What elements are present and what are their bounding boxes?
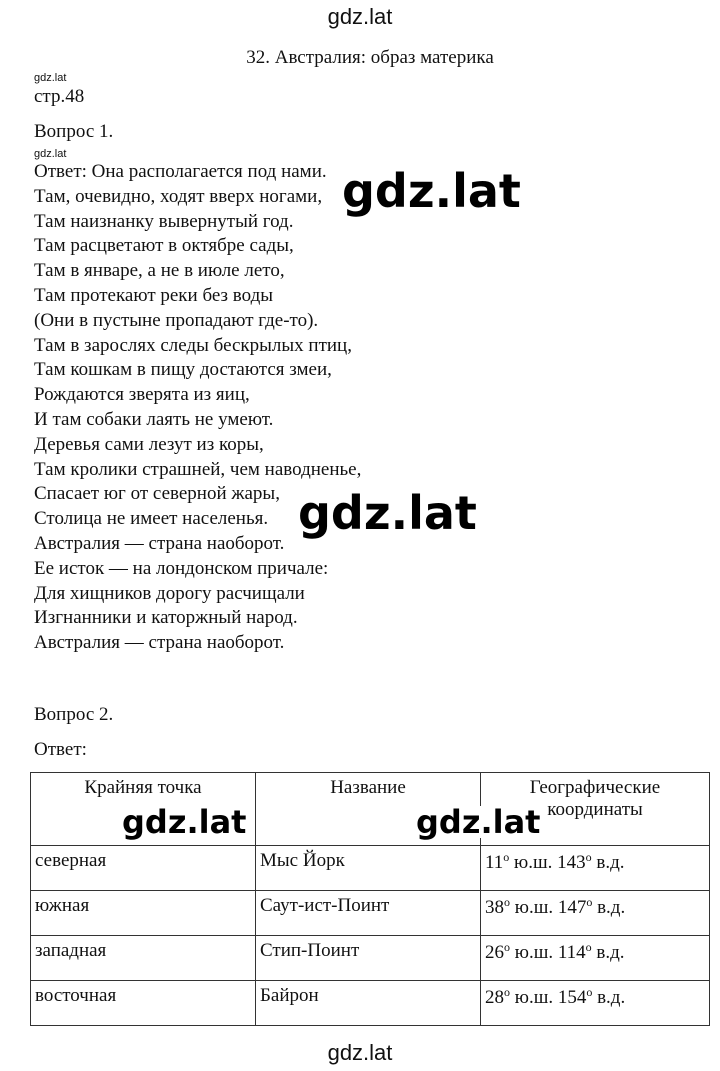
page-reference: стр.48 <box>34 86 85 107</box>
poem-line: Там в январе, а не в июле лето, <box>34 260 285 282</box>
poem-line: Столица не имеет населенья. <box>34 508 269 530</box>
poem-line: (Они в пустыне пропадают где-то). <box>34 309 319 331</box>
watermark-bottom: gdz.lat <box>327 1040 393 1065</box>
table-row <box>31 936 710 981</box>
poem-line: Ее исток — на лондонском причале: <box>34 557 329 579</box>
poem-line: Австралия — страна наоборот. <box>34 632 285 654</box>
cell-name: Стип-Поинт <box>256 936 481 981</box>
watermark-small-2: gdz.lat <box>34 148 67 160</box>
cell-name: Саут-ист-Поинт <box>256 891 481 936</box>
poem-line: Спасает юг от северной жары, <box>34 483 280 505</box>
header-extreme-point: Крайняя точка <box>31 773 256 846</box>
header-name: Название <box>256 773 481 846</box>
poem-line: Там в зарослях следы бескрылых птиц, <box>34 334 352 356</box>
poem-answer <box>34 160 361 656</box>
cell-coordinates: 28$^o$ ю.ш. 154$^o$ в.д. <box>481 981 710 1026</box>
cell-name: Байрон <box>256 981 481 1026</box>
header-coordinates: Географические координаты <box>481 773 710 846</box>
poem-line: Там кошкам в пищу достаются змеи, <box>34 359 332 381</box>
poem-line: Рождаются зверята из яиц, <box>34 384 250 406</box>
watermark-large-2: gdz.lat <box>294 490 481 536</box>
cell-coordinates: 26$^o$ ю.ш. 114$^o$ в.д. <box>481 936 710 981</box>
cell-name: Мыс Йорк <box>256 846 481 891</box>
cell-point: западная <box>31 936 256 981</box>
question-2-label: Вопрос 2. <box>34 704 114 725</box>
poem-line: Там расцветают в октябре сады, <box>34 235 294 257</box>
cell-coordinates: 11$^o$ ю.ш. 143$^o$ в.д. <box>481 846 710 891</box>
cell-coordinates: 38$^o$ ю.ш. 147$^o$ в.д. <box>481 891 710 936</box>
cell-point: южная <box>31 891 256 936</box>
poem-line: И там собаки лаять не умеют. <box>34 408 274 430</box>
poem-line: Деревья сами лезут из коры, <box>34 433 264 455</box>
table-row <box>31 846 710 891</box>
poem-line: Австралия — страна наоборот. <box>34 532 285 554</box>
poem-line: Там протекают реки без воды <box>34 284 274 306</box>
poem-line: Там, очевидно, ходят вверх ногами, <box>34 185 323 207</box>
poem-line: Там кролики страшней, чем наводненье, <box>34 458 362 480</box>
table-row <box>31 981 710 1026</box>
cell-point: северная <box>31 846 256 891</box>
answer-2-label: Ответ: <box>34 739 87 760</box>
table-row <box>31 891 710 936</box>
watermark-small-1: gdz.lat <box>34 72 67 84</box>
cell-point: восточная <box>31 981 256 1026</box>
poem-line: Там наизнанку вывернутый год. <box>34 210 294 232</box>
question-1-label: Вопрос 1. <box>34 121 114 142</box>
watermark-table-1: gdz.lat <box>122 803 247 841</box>
watermark-top: gdz.lat <box>327 4 393 29</box>
watermark-table-2: gdz.lat <box>416 803 541 841</box>
poem-line: Для хищников дорогу расчищали <box>34 582 305 604</box>
poem-line: Ответ: Она располагается под нами. <box>34 161 327 182</box>
watermark-large-1: gdz.lat <box>338 168 525 214</box>
page-title: 32. Австралия: образ материка <box>246 47 494 68</box>
poem-line: Изгнанники и каторжный народ. <box>34 607 298 629</box>
